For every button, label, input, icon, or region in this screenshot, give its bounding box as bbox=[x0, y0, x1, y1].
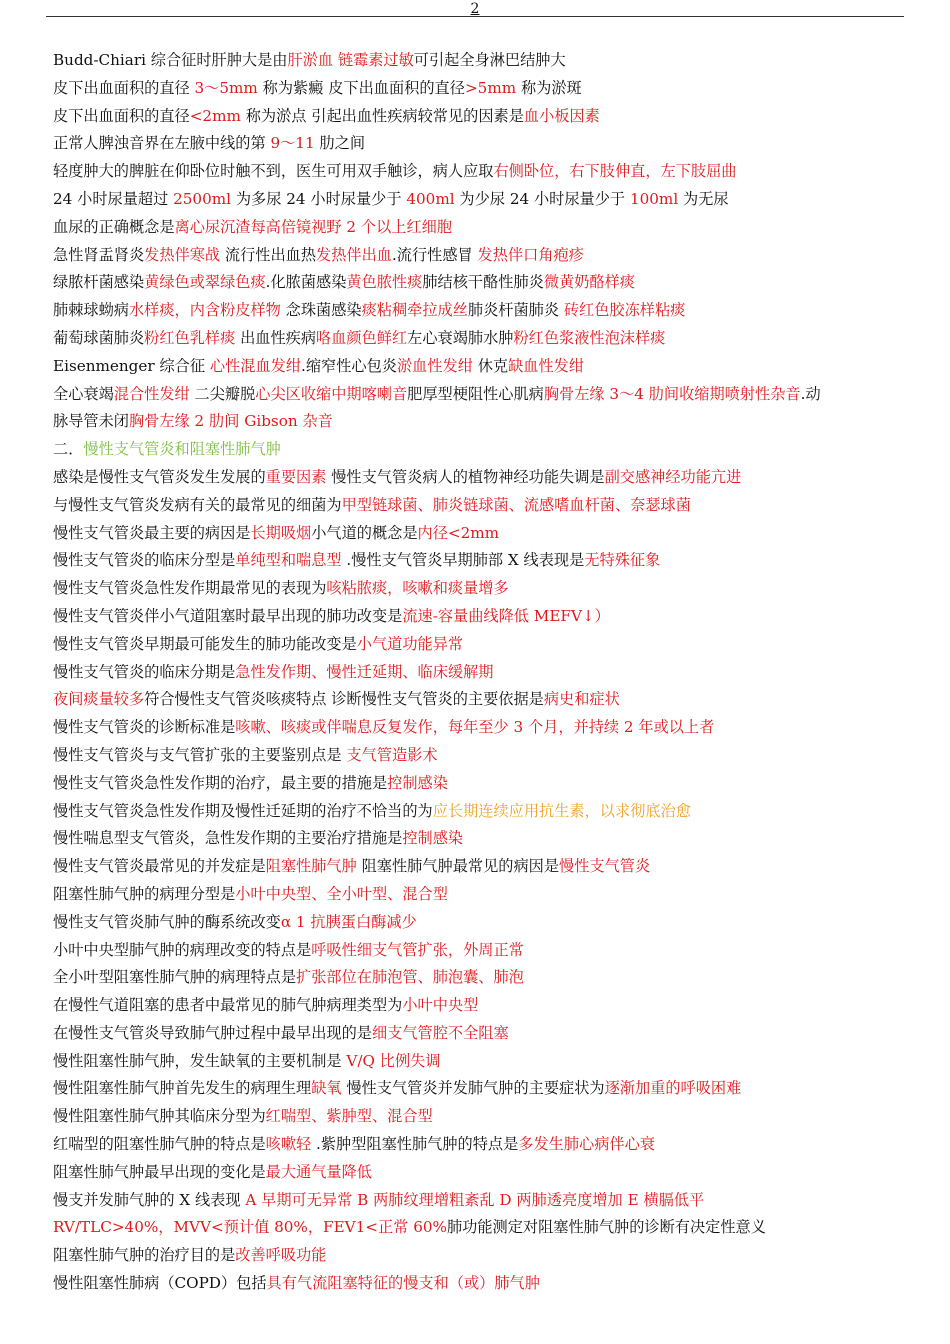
highlighted-text: 甲型链球菌、肺炎链球菌、流感嗜血杆菌、奈瑟球菌 bbox=[341, 495, 691, 514]
body-text: .慢性支气管炎早期肺部 X 线表现是 bbox=[341, 551, 585, 570]
body-text: 慢性支气管炎早期最可能发生的肺功能改变是 bbox=[53, 634, 357, 653]
text-line bbox=[53, 269, 913, 297]
highlighted-text: 夜间痰量较多 bbox=[53, 690, 145, 709]
body-text: 念珠菌感染 bbox=[280, 301, 362, 320]
text-line bbox=[53, 659, 913, 687]
highlighted-text: 应长期连续应用抗生素，以求彻底治愈 bbox=[432, 801, 691, 820]
highlighted-text: 阻塞性肺气肿 bbox=[265, 857, 357, 876]
highlighted-text: 9～11 bbox=[270, 134, 315, 153]
highlighted-text: 胸骨左缘 2 肋间 Gibson 杂音 bbox=[128, 412, 333, 431]
highlighted-text: 心性混血发绀 bbox=[209, 356, 301, 375]
body-text: 在慢性气道阻塞的患者中最常见的肺气肿病理类型为 bbox=[53, 996, 403, 1015]
body-text: 慢性支气管炎最主要的病因是 bbox=[53, 523, 251, 542]
body-text: 称为淤点 引起出血性疾病较常见的因素是 bbox=[240, 106, 524, 125]
body-text: 轻度肿大的脾脏在仰卧位时触不到，医生可用双手触诊，病人应取 bbox=[53, 162, 494, 181]
body-text: .紫肿型阻塞性肺气肿的特点是 bbox=[311, 1135, 519, 1154]
text-line bbox=[53, 881, 913, 909]
highlighted-text: 水样痰，内含粉皮样物 bbox=[128, 301, 281, 320]
highlighted-text: 缺氧 bbox=[311, 1079, 342, 1098]
highlighted-text: 离心尿沉渣每高倍镜视野 2 个以上红细胞 bbox=[174, 217, 453, 236]
body-text: 与慢性支气管炎发病有关的最常见的细菌为 bbox=[53, 495, 342, 514]
highlighted-text: 发热伴寒战 bbox=[144, 245, 221, 264]
body-text: 全心衰竭 bbox=[53, 384, 114, 403]
text-line bbox=[53, 575, 913, 603]
body-text: 慢性阻塞性肺气肿首先发生的病理生理 bbox=[53, 1079, 312, 1098]
highlighted-text: >5mm bbox=[464, 78, 517, 97]
highlighted-text: 血小板因素 bbox=[523, 106, 600, 125]
text-line bbox=[53, 1187, 913, 1215]
body-text: 慢性支气管炎急性发作期最常见的表现为 bbox=[53, 579, 327, 598]
body-text: 血尿的正确概念是 bbox=[53, 217, 175, 236]
highlighted-text: 红喘型、紫肿型、混合型 bbox=[265, 1107, 433, 1126]
text-line bbox=[53, 1103, 913, 1131]
highlighted-text: 细支气管腔不全阻塞 bbox=[371, 1023, 509, 1042]
body-text: 脉导管未闭 bbox=[53, 412, 129, 431]
text-line bbox=[53, 186, 913, 214]
highlighted-text: 慢性支气管炎和阻塞性肺气肿 bbox=[83, 440, 281, 459]
text-line bbox=[53, 686, 913, 714]
text-line bbox=[53, 714, 913, 742]
body-text: 葡萄球菌肺炎 bbox=[53, 328, 145, 347]
highlighted-text: 心尖区收缩中期喀喇音 bbox=[255, 384, 408, 403]
highlighted-text: 单纯型和喘息型 bbox=[235, 551, 342, 570]
text-line bbox=[53, 770, 913, 798]
highlighted-text: 流速-容量曲线降低 MEFV↓） bbox=[402, 606, 610, 625]
highlighted-text: 黄绿色或翠绿色痰 bbox=[144, 273, 266, 292]
text-line bbox=[53, 242, 913, 270]
highlighted-text: 黄色脓性痰 bbox=[346, 273, 423, 292]
text-line bbox=[53, 631, 913, 659]
highlighted-text: 小气道功能异常 bbox=[356, 634, 464, 653]
highlighted-text: 多发生肺心病伴心衰 bbox=[518, 1135, 655, 1154]
body-text: .动 bbox=[800, 384, 821, 403]
body-text: .缩窄性心包炎 bbox=[301, 356, 397, 375]
highlighted-text: 100ml bbox=[629, 189, 679, 208]
text-line bbox=[53, 1214, 913, 1242]
body-text: 肺结核干酪性肺炎 bbox=[422, 273, 544, 292]
body-text: 阻塞性肺气肿最早出现的变化是 bbox=[53, 1162, 266, 1181]
highlighted-text: 副交感神经功能亢进 bbox=[604, 467, 742, 486]
text-line bbox=[53, 964, 913, 992]
text-line bbox=[53, 436, 913, 464]
highlighted-text: 肝淤血 链霉素过敏 bbox=[287, 51, 414, 69]
body-text: 为少尿 24 小时尿量少于 bbox=[454, 189, 630, 208]
highlighted-text: 咳粘脓痰，咳嗽和痰量增多 bbox=[326, 579, 509, 598]
body-text: 肺棘球蚴病 bbox=[53, 301, 129, 320]
body-text: 慢性支气管炎急性发作期及慢性迁延期的治疗不恰当的为 bbox=[53, 801, 433, 820]
text-line bbox=[53, 47, 913, 75]
body-text: 慢性阻塞性肺气肿，发生缺氧的主要机制是 bbox=[53, 1051, 347, 1070]
body-text: Eisenmenger 综合征 bbox=[53, 356, 210, 375]
body-text: 慢性支气管炎的临床分期是 bbox=[53, 662, 236, 681]
highlighted-text: 右侧卧位，右下肢伸直，左下肢屈曲 bbox=[493, 162, 737, 181]
body-text: 24 小时尿量超过 bbox=[53, 189, 174, 208]
highlighted-text: 3～5mm bbox=[194, 78, 258, 97]
text-line bbox=[53, 297, 913, 325]
text-line bbox=[53, 798, 913, 826]
highlighted-text: 控制感染 bbox=[402, 829, 464, 848]
body-text: 慢支并发肺气肿的 X 线表现 bbox=[53, 1190, 246, 1209]
text-line bbox=[53, 325, 913, 353]
body-text: 可引起全身淋巴结肿大 bbox=[413, 51, 566, 69]
highlighted-text: 400ml bbox=[406, 189, 455, 208]
body-text: 肋之间 bbox=[314, 134, 366, 153]
highlighted-text: 缺血性发绀 bbox=[508, 356, 585, 375]
body-text: 慢性阻塞性肺气肿其临床分型为 bbox=[53, 1107, 266, 1126]
text-line bbox=[53, 408, 913, 436]
body-text: 慢性支气管炎伴小气道阻塞时最早出现的肺功改变是 bbox=[53, 606, 403, 625]
body-text: 慢性支气管炎的临床分型是 bbox=[53, 551, 236, 570]
body-text: 慢性阻塞性肺病（COPD）包括 bbox=[53, 1274, 267, 1293]
body-text: Budd-Chiari 综合征时肝肿大是由 bbox=[53, 51, 288, 69]
highlighted-text: 发热伴出血 bbox=[316, 245, 392, 264]
body-text: 肺功能测定对阻塞性肺气肿的诊断有决定性意义 bbox=[446, 1218, 766, 1237]
highlighted-text: 小叶中央型 bbox=[402, 996, 479, 1015]
text-line bbox=[53, 381, 913, 409]
body-text: 慢性支气管炎的诊断标准是 bbox=[53, 718, 236, 737]
highlighted-text: 急性发作期、慢性迁延期、临床缓解期 bbox=[235, 662, 494, 681]
highlighted-text: α 1 抗胰蛋白酶减少 bbox=[280, 912, 417, 931]
highlighted-text: 具有气流阻塞特征的慢支和（或）肺气肿 bbox=[266, 1274, 540, 1293]
text-line bbox=[53, 742, 913, 770]
body-text: 为多尿 24 小时尿量少于 bbox=[231, 189, 407, 208]
text-line bbox=[53, 130, 913, 158]
header-rule bbox=[46, 16, 904, 17]
body-text: 红喘型的阻塞性肺气肿的特点是 bbox=[53, 1135, 266, 1154]
highlighted-text: 扩张部位在肺泡管、肺泡囊、肺泡 bbox=[296, 968, 524, 987]
highlighted-text: 混合性发绀 bbox=[113, 384, 190, 403]
body-text: 慢性支气管炎肺气肿的酶系统改变 bbox=[53, 912, 281, 931]
text-line bbox=[53, 1159, 913, 1187]
highlighted-text: 发热伴口角疱疹 bbox=[477, 245, 584, 264]
text-line bbox=[53, 1048, 913, 1076]
body-text: 称为紫癜 皮下出血面积的直径 bbox=[257, 78, 465, 97]
body-text: 感染是慢性支气管炎发生发展的 bbox=[53, 467, 266, 486]
highlighted-text: 小叶中央型、全小叶型、混合型 bbox=[235, 884, 448, 903]
text-line bbox=[53, 103, 913, 131]
text-line bbox=[53, 909, 913, 937]
body-text: 在慢性支气管炎导致肺气肿过程中最早出现的是 bbox=[53, 1023, 372, 1042]
highlighted-text: 逐渐加重的呼吸困难 bbox=[604, 1079, 742, 1098]
body-text: 正常人脾浊音界在左腋中线的第 bbox=[53, 134, 271, 153]
text-line bbox=[53, 603, 913, 631]
text-line bbox=[53, 992, 913, 1020]
highlighted-text: 粉红色乳样痰 bbox=[144, 328, 236, 347]
body-text: 慢性支气管炎并发肺气肿的主要症状为 bbox=[341, 1079, 605, 1098]
text-line bbox=[53, 75, 913, 103]
body-text: 阻塞性肺气肿最常见的病因是 bbox=[356, 857, 560, 876]
highlighted-text: 改善呼吸功能 bbox=[235, 1246, 327, 1265]
highlighted-text: 慢性支气管炎 bbox=[559, 857, 651, 876]
body-text: 流行性出血热 bbox=[220, 245, 317, 264]
highlighted-text: V/Q 比例失调 bbox=[346, 1051, 441, 1070]
highlighted-text: A 早期可无异常 B 两肺纹理增粗紊乱 D 两肺透亮度增加 E 横膈低平 bbox=[245, 1190, 705, 1209]
text-line bbox=[53, 1020, 913, 1048]
highlighted-text: 胸骨左缘 3～4 肋间收缩期喷射性杂音 bbox=[543, 384, 801, 403]
highlighted-text: 粉红色浆液性泡沫样痰 bbox=[513, 328, 666, 347]
highlighted-text: 微黄奶酪样痰 bbox=[543, 273, 635, 292]
text-line bbox=[53, 353, 913, 381]
text-line bbox=[53, 1131, 913, 1159]
body-text: 慢性支气管炎与支气管扩张的主要鉴别点是 bbox=[53, 745, 347, 764]
body-text: 休克 bbox=[472, 356, 509, 375]
text-line bbox=[53, 158, 913, 186]
text-line bbox=[53, 547, 913, 575]
highlighted-text: 最大通气量降低 bbox=[265, 1162, 372, 1181]
highlighted-text: 重要因素 bbox=[265, 467, 327, 486]
text-line bbox=[53, 1242, 913, 1270]
highlighted-text: <2mm bbox=[189, 106, 241, 125]
text-line bbox=[53, 492, 913, 520]
highlighted-text: 淤血性发绀 bbox=[396, 356, 473, 375]
body-text: 肥厚型梗阻性心肌病 bbox=[407, 384, 544, 403]
text-line bbox=[53, 1075, 913, 1103]
text-line bbox=[53, 464, 913, 492]
body-text: 小叶中央型肺气肿的病理改变的特点是 bbox=[53, 940, 312, 959]
body-text: 慢性喘息型支气管炎，急性发作期的主要治疗措施是 bbox=[53, 829, 403, 848]
text-line bbox=[53, 214, 913, 242]
body-text: .流行性感冒 bbox=[391, 245, 478, 264]
body-text: 慢性支气管炎病人的植物神经功能失调是 bbox=[326, 467, 605, 486]
body-text: 小气道的概念是 bbox=[311, 523, 418, 542]
body-text: 绿脓杆菌感染 bbox=[53, 273, 145, 292]
highlighted-text: 咳嗽轻 bbox=[265, 1135, 312, 1154]
body-text: 称为淤斑 bbox=[516, 78, 582, 97]
body-text: 出血性疾病 bbox=[235, 328, 317, 347]
body-text: 阻塞性肺气肿的病理分型是 bbox=[53, 884, 236, 903]
highlighted-text: 痰粘稠牵拉成丝 bbox=[361, 301, 468, 320]
body-text: 急性肾盂肾炎 bbox=[53, 245, 145, 264]
highlighted-text: 无特殊征象 bbox=[584, 551, 661, 570]
text-line bbox=[53, 1270, 913, 1298]
body-text: 二． bbox=[53, 440, 84, 459]
highlighted-text: 病史和症状 bbox=[543, 690, 620, 709]
body-text: 皮下出血面积的直径 bbox=[53, 78, 195, 97]
highlighted-text: 控制感染 bbox=[387, 773, 448, 792]
highlighted-text: 咯血颜色鲜红 bbox=[316, 328, 408, 347]
body-text: .化脓菌感染 bbox=[265, 273, 347, 292]
document-body bbox=[53, 47, 913, 1298]
highlighted-text: 长期吸烟 bbox=[250, 523, 312, 542]
body-text: 慢性支气管炎急性发作期的治疗，最主要的措施是 bbox=[53, 773, 388, 792]
highlighted-text: 咳嗽、咳痰或伴喘息反复发作，每年至少 3 个月，并持续 2 年或以上者 bbox=[235, 718, 715, 737]
body-text: 二尖瓣脱 bbox=[189, 384, 256, 403]
body-text: 为无尿 bbox=[678, 189, 729, 208]
text-line bbox=[53, 853, 913, 881]
text-line bbox=[53, 937, 913, 965]
highlighted-text: 呼吸性细支气管扩张，外周正常 bbox=[311, 940, 524, 959]
body-text: 左心衰竭肺水肿 bbox=[407, 328, 514, 347]
body-text: 肺炎杆菌肺炎 bbox=[467, 301, 564, 320]
body-text: 慢性支气管炎最常见的并发症是 bbox=[53, 857, 266, 876]
text-line bbox=[53, 825, 913, 853]
highlighted-text: 支气管造影术 bbox=[346, 745, 438, 764]
highlighted-text: 内径<2mm bbox=[417, 523, 500, 542]
page-number: 2 bbox=[470, 1, 480, 17]
highlighted-text: 2500ml bbox=[173, 189, 232, 208]
body-text: 皮下出血面积的直径 bbox=[53, 106, 190, 125]
highlighted-text: 砖红色胶冻样粘痰 bbox=[563, 301, 686, 320]
highlighted-text: RV/TLC>40%，MVV<预计值 80%，FEV1<正常 60% bbox=[53, 1218, 447, 1237]
text-line bbox=[53, 520, 913, 548]
body-text: 符合慢性支气管炎咳痰特点 诊断慢性支气管炎的主要依据是 bbox=[144, 690, 544, 709]
body-text: 阻塞性肺气肿的治疗目的是 bbox=[53, 1246, 236, 1265]
body-text: 全小叶型阻塞性肺气肿的病理特点是 bbox=[53, 968, 296, 987]
